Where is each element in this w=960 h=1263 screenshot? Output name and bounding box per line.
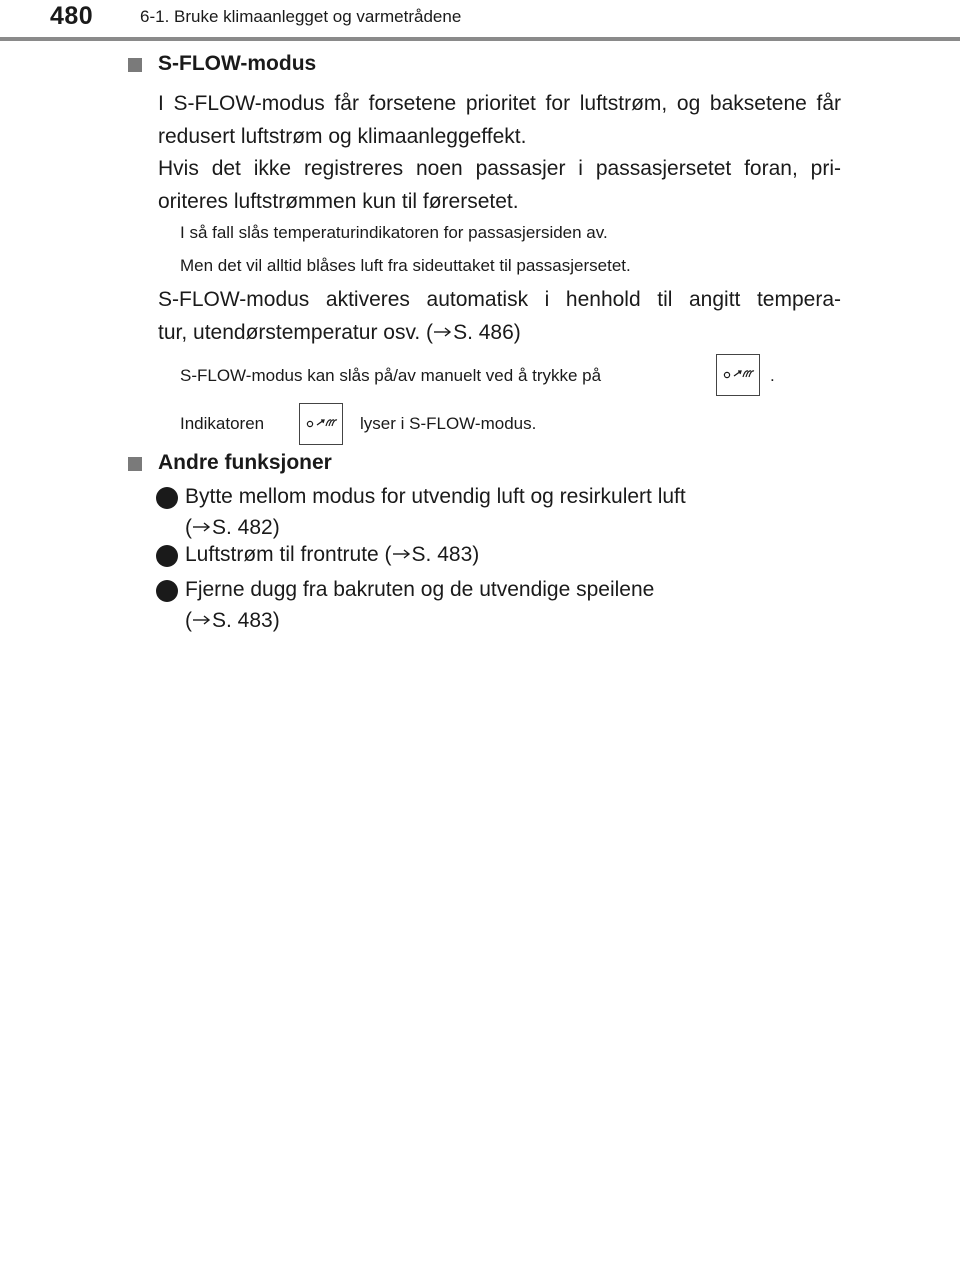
arrow-right-icon <box>392 548 412 560</box>
paren-open: ( <box>185 609 192 632</box>
other-item-3-line-2 <box>185 605 835 636</box>
note3-period: . <box>770 366 775 385</box>
section-square-icon <box>128 457 142 471</box>
sflow-paragraph-3-line-1: S-FLOW-modus aktiveres automatisk i henhold til angitt tempera- <box>158 288 841 311</box>
page-reference-link[interactable]: S. 483) <box>411 543 480 566</box>
arrow-right-icon <box>192 614 212 626</box>
sflow-paragraph-1: I S-FLOW-modus får forsetene prioritet for luftstrøm, og baksetene får redusert luftstrøm og klimaanleggeffekt. <box>158 92 841 148</box>
page-number: 480 <box>50 2 94 30</box>
page-reference-link[interactable]: S. 486) <box>453 321 521 344</box>
paren-open: ( <box>185 516 192 539</box>
header-rule <box>0 37 960 41</box>
para3-prefix: tur, utendørstemperatur osv. ( <box>158 321 434 344</box>
s-flow-indicator-icon <box>299 403 343 445</box>
sflow-note-1: I så fall slås temperaturindikatoren for passasjersiden av. <box>180 223 608 242</box>
other-item-1-line-1: Bytte mellom modus for utvendig luft og resirkulert luft <box>185 485 686 508</box>
other-item-2 <box>185 539 835 570</box>
section-title-sflow: S-FLOW-modus <box>158 52 317 75</box>
arrow-right-icon <box>192 521 212 533</box>
section-square-icon <box>128 58 142 72</box>
s-flow-button-icon <box>716 354 760 396</box>
section-title-other: Andre funksjoner <box>158 451 332 474</box>
bullet-icon <box>156 580 178 602</box>
page-reference-link[interactable]: S. 482) <box>212 516 280 539</box>
other-item-2-text: Luftstrøm til frontrute ( <box>185 543 392 566</box>
chapter-title: 6-1. Bruke klimaanlegget og varmetrådene <box>140 7 462 26</box>
bullet-icon <box>156 487 178 509</box>
note3-text: S-FLOW-modus kan slås på/av manuelt ved å trykke på <box>180 366 602 385</box>
sflow-paragraph-2: Hvis det ikke registreres noen passasjer i passasjersetet foran, pri-oriteres luftstrømmen kun til førersetet. <box>158 157 841 213</box>
bullet-icon <box>156 545 178 567</box>
other-item-3-line-1: Fjerne dugg fra bakruten og de utvendige speilene <box>185 578 655 601</box>
note4-after: lyser i S-FLOW-modus. <box>360 414 537 433</box>
note4-before: Indikatoren <box>180 414 265 433</box>
sflow-paragraph-3-line-2 <box>158 316 841 349</box>
page-header <box>0 0 960 42</box>
page-reference-link[interactable]: S. 483) <box>212 609 280 632</box>
arrow-right-icon <box>433 326 453 338</box>
sflow-note-2: Men det vil alltid blåses luft fra sideuttaket til passasjersetet. <box>180 256 631 275</box>
